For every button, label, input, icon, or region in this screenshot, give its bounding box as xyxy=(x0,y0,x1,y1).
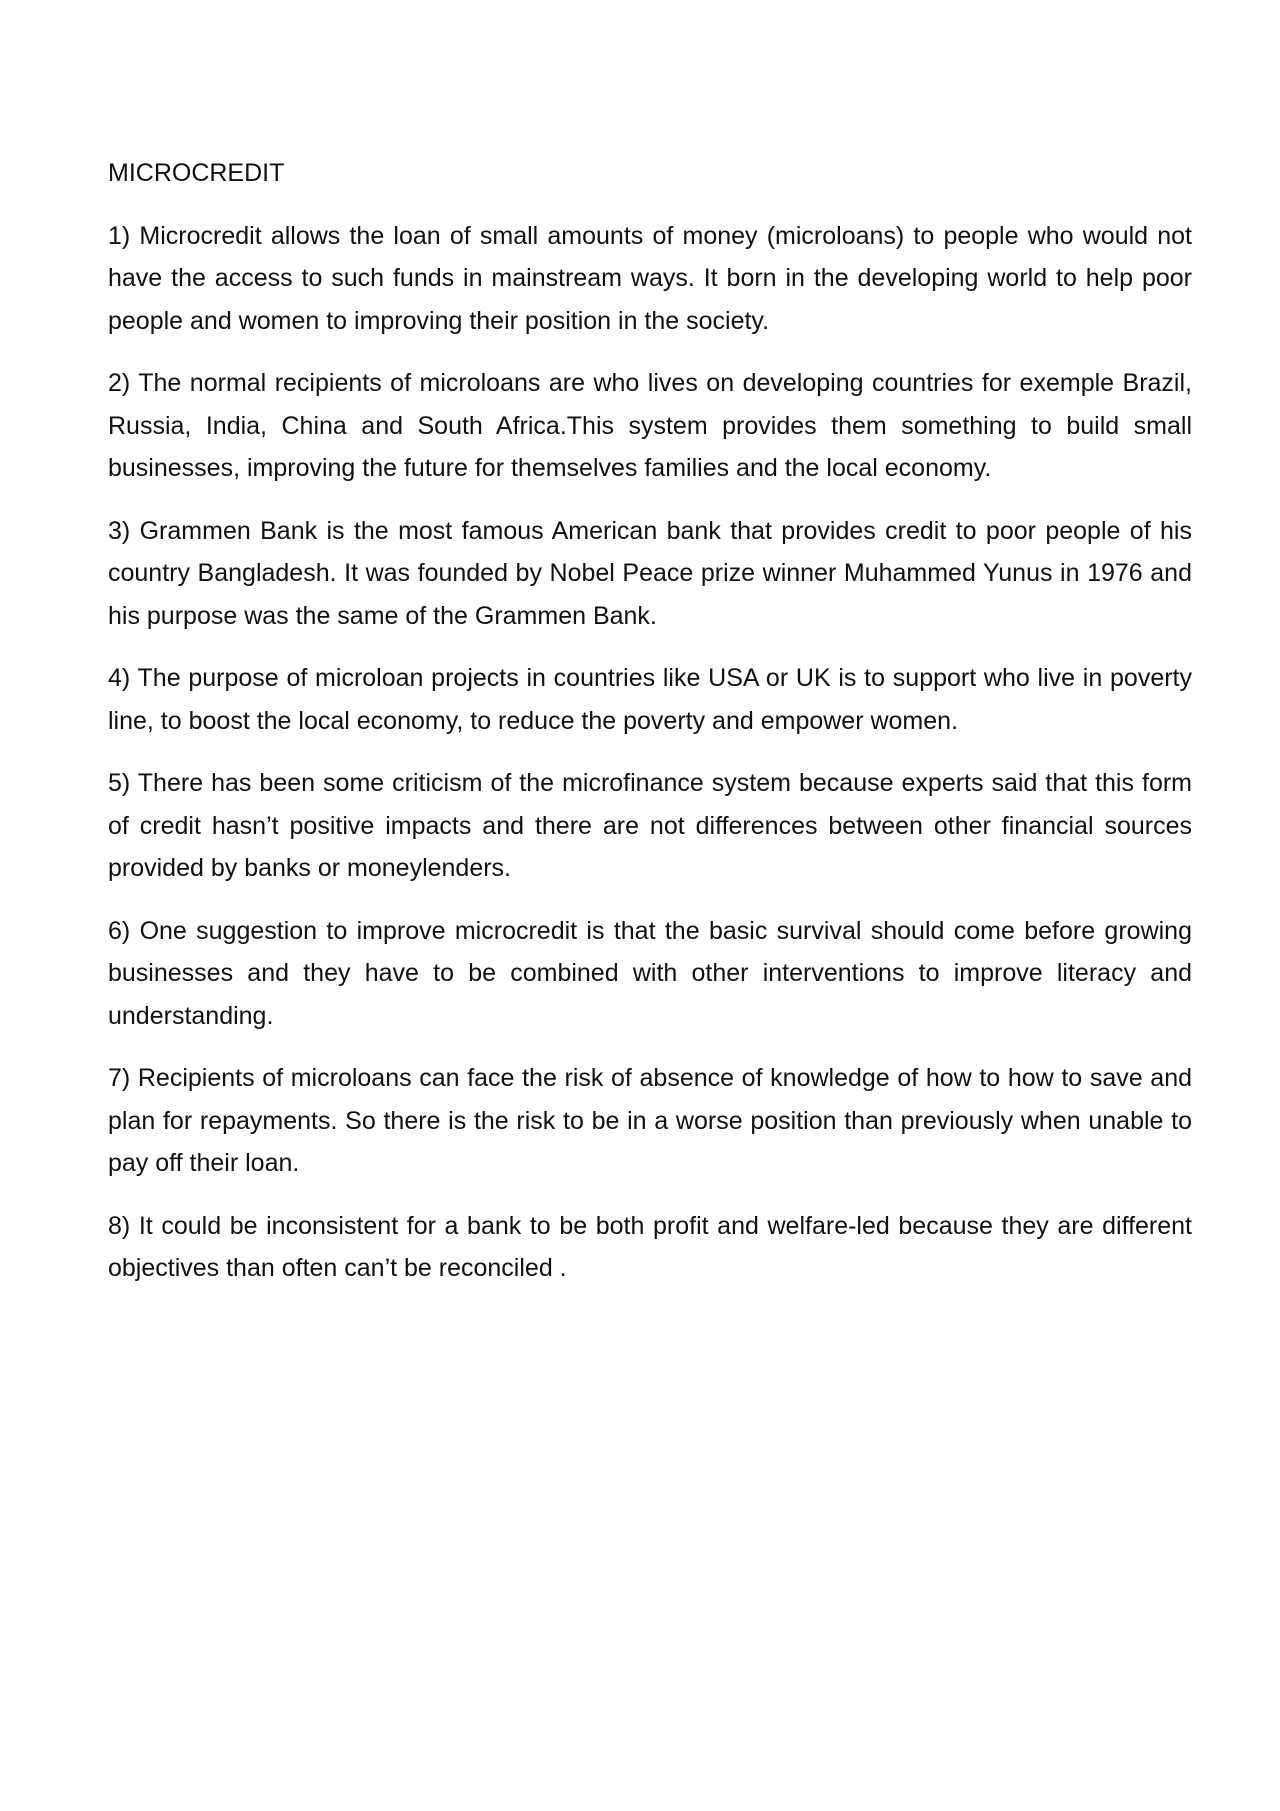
document-body xyxy=(108,152,1192,1310)
paragraph-7: 7) Recipients of microloans can face the risk of absence of knowledge of how to how to save and plan for repayments. So there is the risk to be in a worse position than previously when unable to pay off their loan. xyxy=(108,1064,1192,1177)
paragraph-2: 2) The normal recipients of microloans are who lives on developing countries for exemple Brazil, Russia, India, China and South Africa.This system provides them something to build small businesses, improving the future for themselves families and the local economy. xyxy=(108,369,1192,482)
paragraph-6: 6) One suggestion to improve microcredit is that the basic survival should come before growing businesses and they have to be combined with other interventions to improve literacy and understanding. xyxy=(108,916,1192,1030)
document-title: MICROCREDIT xyxy=(108,159,285,187)
paragraph-3: 3) Grammen Bank is the most famous American bank that provides credit to poor people of his country Bangladesh. It was founded by Nobel Peace prize winner Muhammed Yunus in 1976 and his purpose was the same of the Grammen Bank. xyxy=(108,516,1192,630)
paragraph-1: 1) Microcredit allows the loan of small amounts of money (microloans) to people who would not have the access to such funds in mainstream ways. It born in the developing world to help poor people and women to improving their position in the society. xyxy=(108,221,1192,335)
paragraph-5: 5) There has been some criticism of the microfinance system because experts said that this form of credit hasn’t positive impacts and there are not differences between other financial sources provided by banks or moneylenders. xyxy=(108,769,1192,882)
paragraph-4: 4) The purpose of microloan projects in countries like USA or UK is to support who live in poverty line, to boost the local economy, to reduce the poverty and empower women. xyxy=(108,664,1192,735)
paragraph-8: 8) It could be inconsistent for a bank to be both profit and welfare-led because they are different objectives than often can’t be reconciled . xyxy=(108,1211,1192,1282)
